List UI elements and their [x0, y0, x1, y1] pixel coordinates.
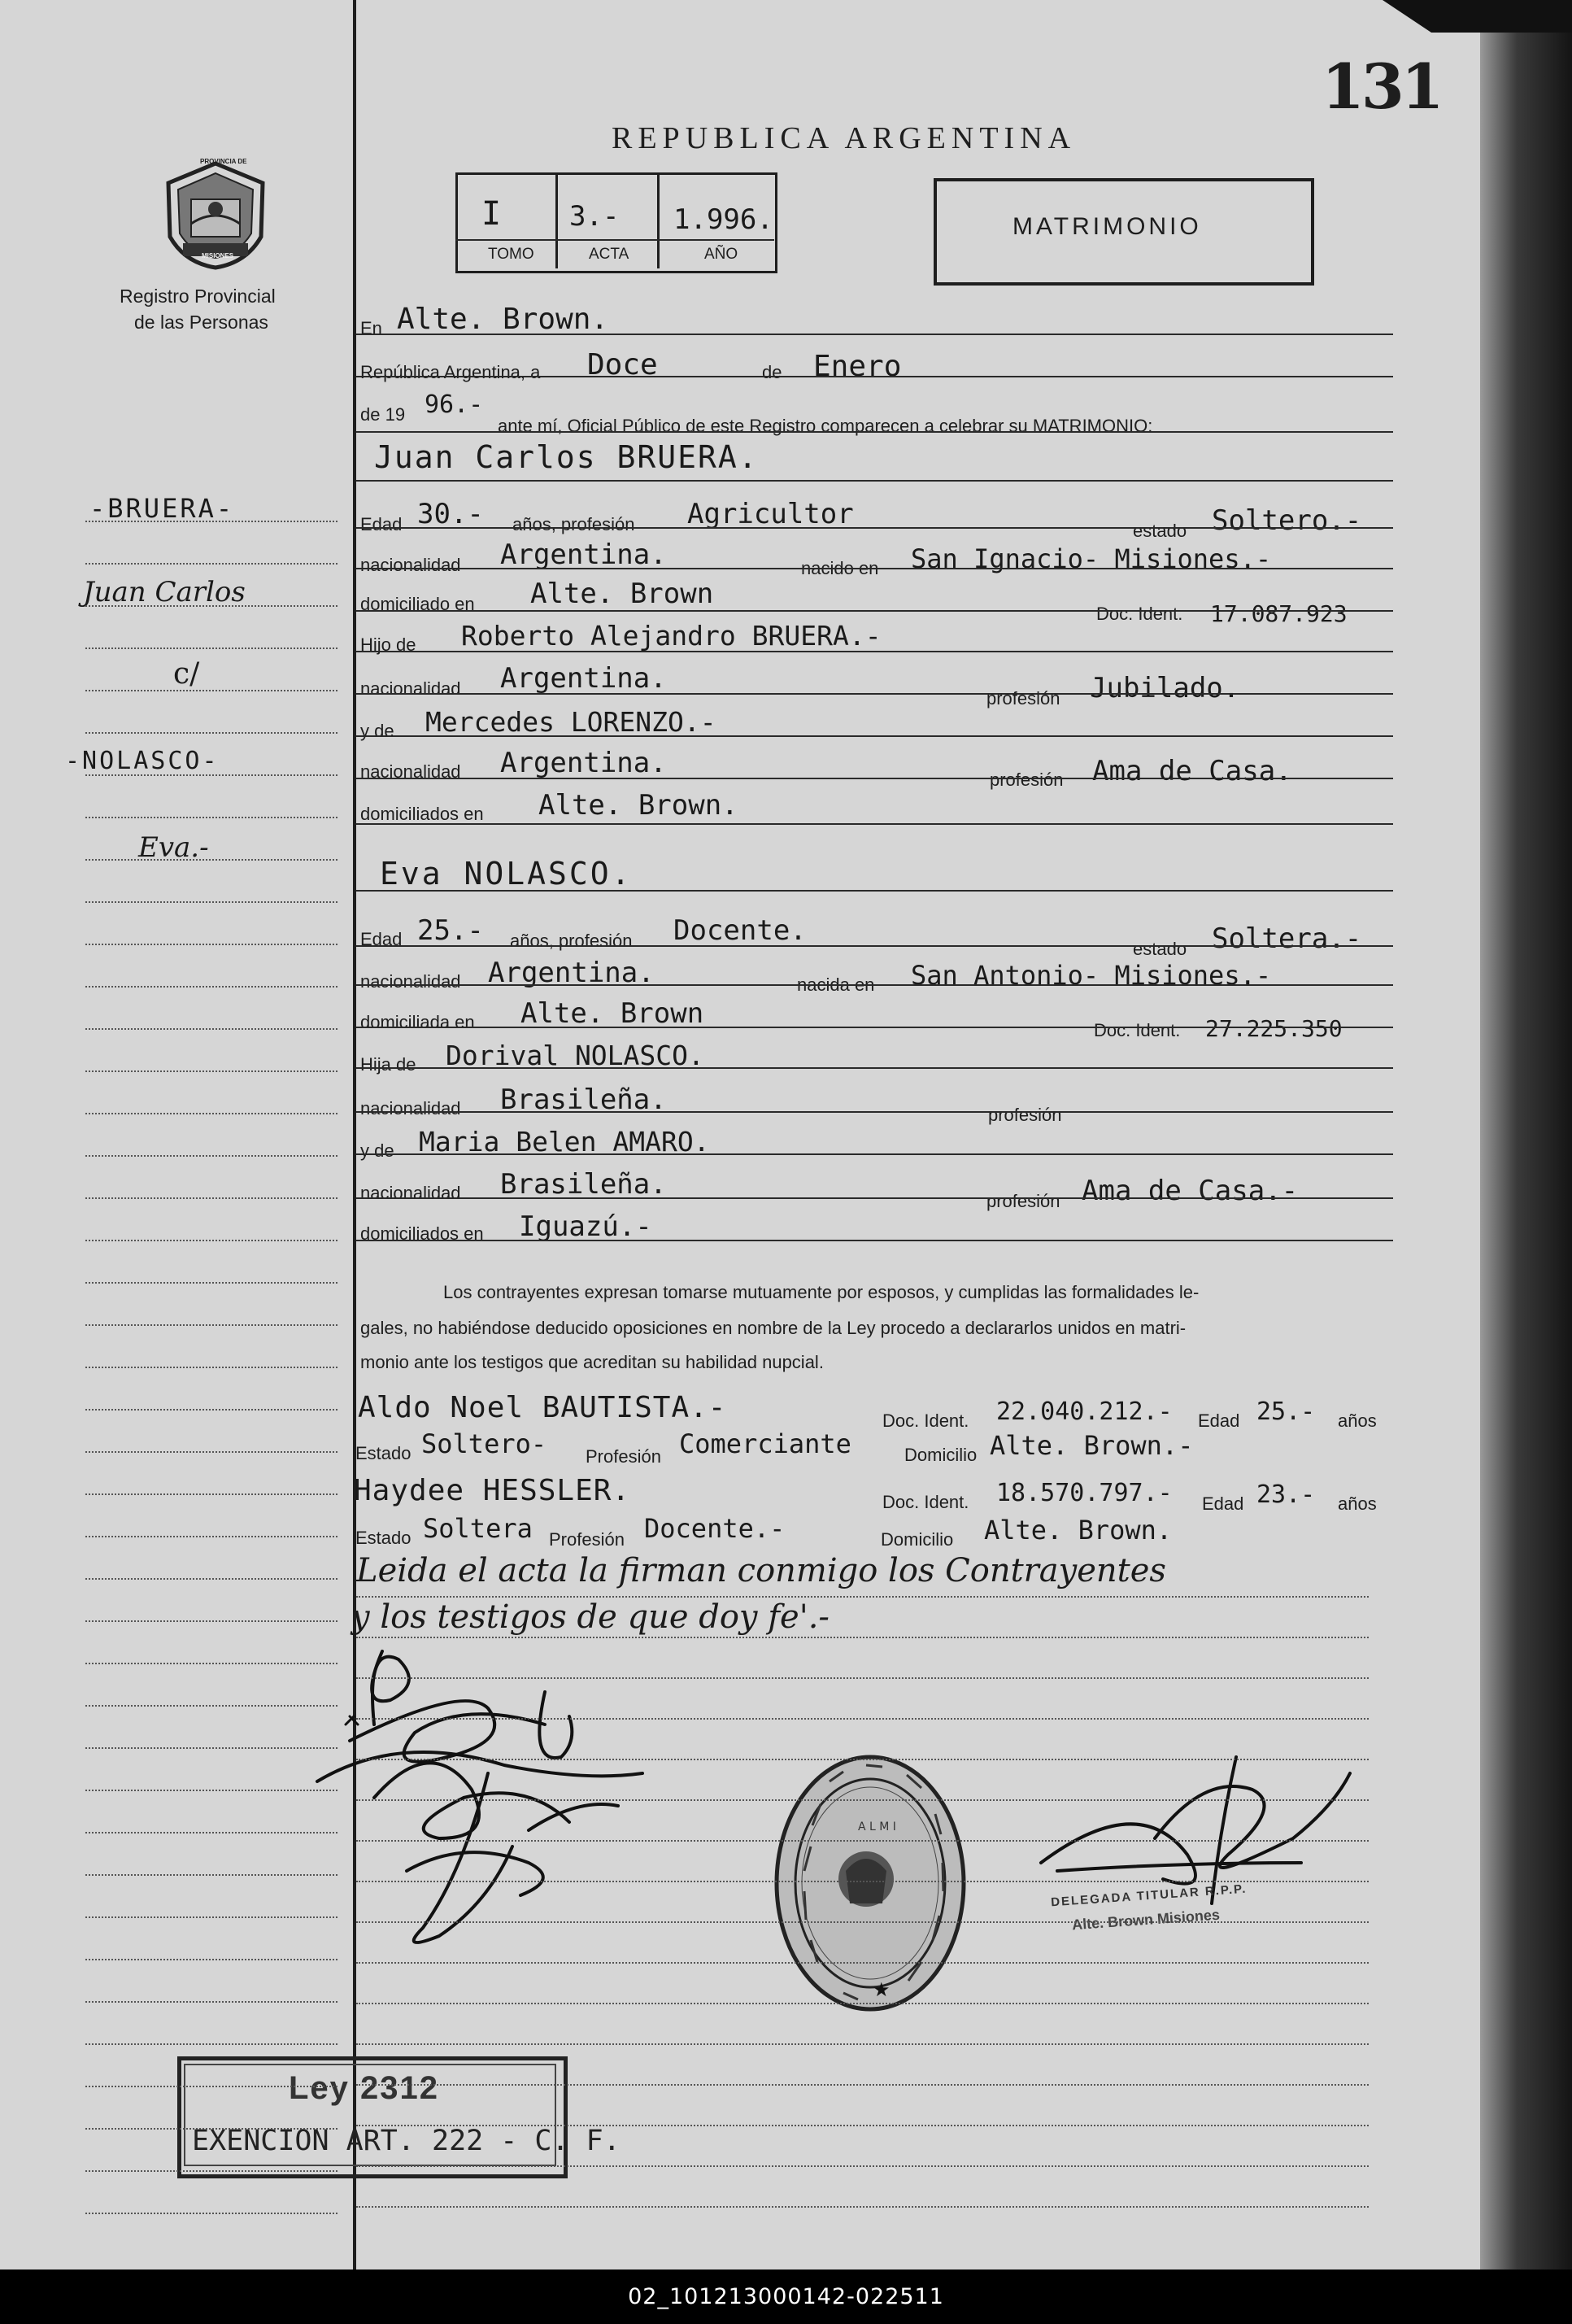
closing-line-2: y los testigos de que doy fe'.- [351, 1598, 830, 1636]
groom-domicile-label: domiciliado en [360, 594, 475, 614]
signature-area-rule [356, 1881, 1369, 1882]
signature-area-rule [356, 2084, 1369, 2086]
ano-value: 1.996. [673, 203, 773, 236]
signature-area-rule [356, 1718, 1369, 1720]
witness2-name: Haydee HESSLER. [354, 1474, 631, 1507]
form-rule-line [356, 693, 1393, 695]
margin-rule [85, 1959, 337, 1960]
declaration-line-3: monio ante los testigos que acreditan su habilidad nupcial. [360, 1352, 824, 1372]
ano-label: AÑO [704, 246, 738, 263]
crest-caption-bottom: MISIONES [202, 252, 234, 259]
groom-status-label: estado [1133, 521, 1187, 541]
official-stamp-line-2: Alte. Brown Misiones [1071, 1906, 1221, 1934]
bride-mother-nationality-label: nacionalidad [360, 1183, 461, 1203]
acta-value: 3.- [569, 200, 620, 233]
bride-mother-nationality: Brasileña. [500, 1168, 667, 1201]
margin-rule [85, 732, 337, 734]
month-value: Enero [813, 350, 902, 383]
groom-mother-profession: Ama de Casa. [1092, 755, 1292, 787]
groom-name: Juan Carlos BRUERA. [374, 439, 759, 475]
groom-father-nationality: Argentina. [500, 662, 667, 695]
declaration-line-2: gales, no habiéndose deducido oposiciones en nombre de la Ley procedo a declararlos unidos en matri- [360, 1318, 1187, 1338]
signature-area-rule [356, 1596, 1369, 1598]
groom-mother: Mercedes LORENZO.- [425, 706, 716, 738]
margin-rule [85, 1536, 337, 1537]
groom-domicile: Alte. Brown [530, 578, 714, 610]
signature-area-rule [356, 1962, 1369, 1964]
margin-rule [85, 1070, 337, 1072]
groom-father-label: Hijo de [360, 634, 416, 655]
bride-parents-domicile-label: domiciliados en [360, 1223, 484, 1244]
groom-mother-nationality-label: nacionalidad [360, 761, 461, 782]
margin-rule [85, 774, 337, 776]
margin-rule [85, 1832, 337, 1833]
official-stamp-line-1: DELEGADA TITULAR R.P.P. [1050, 1881, 1248, 1910]
witness1-profession: Comerciante [679, 1428, 851, 1459]
margin-rule [85, 1324, 337, 1326]
form-rule-line [356, 1111, 1393, 1113]
bride-profession: Docente. [673, 914, 807, 947]
margin-rule [85, 1367, 337, 1368]
en-label: En [360, 318, 382, 338]
registry-line-1: Registro Provincial [120, 286, 276, 307]
witness2-domicile-label: Domicilio [881, 1529, 954, 1550]
registry-line-2: de las Personas [134, 312, 268, 333]
groom-profession: Agricultor [687, 498, 854, 530]
margin-rule [85, 944, 337, 945]
margin-rule [85, 690, 337, 691]
margin-rule [85, 986, 337, 988]
margin-rule [85, 1747, 337, 1749]
witness1-status-label: Estado [355, 1443, 412, 1463]
margin-rule [85, 1155, 337, 1157]
witness1-domicile: Alte. Brown.- [990, 1430, 1194, 1461]
groom-status: Soltero.- [1212, 504, 1362, 537]
form-rule-line [356, 984, 1393, 986]
form-rule-line [356, 890, 1393, 892]
margin-rule [85, 1705, 337, 1707]
margin-rule [85, 1663, 337, 1664]
republic-label: República Argentina, a [360, 362, 541, 382]
margin-rule [85, 605, 337, 607]
crest-caption-top: PROVINCIA DE [200, 158, 247, 165]
form-rule-line [356, 823, 1393, 825]
margin-rule [85, 1282, 337, 1284]
tomo-value: I [481, 195, 502, 233]
form-rule-line [356, 480, 1393, 482]
witness2-profession: Docente.- [644, 1513, 786, 1544]
tomo-label: TOMO [488, 246, 534, 263]
bride-mother: Maria Belen AMARO. [419, 1126, 710, 1158]
bride-father-label: Hija de [360, 1054, 416, 1075]
margin-rule [85, 817, 337, 818]
witness2-profession-label: Profesión [549, 1529, 625, 1550]
margin-rule [85, 1790, 337, 1791]
form-rule-line [356, 1027, 1393, 1028]
signature-area-rule [356, 1759, 1369, 1760]
form-rule-line [356, 735, 1393, 737]
signature-area-rule [356, 1637, 1369, 1638]
bride-mother-label: y de [360, 1140, 394, 1161]
margin-rule [85, 1451, 337, 1453]
form-rule-line [356, 651, 1393, 652]
margin-rule [85, 2086, 337, 2087]
bride-age-profession-label: años, profesión [510, 931, 633, 951]
exemption-article: EXENCION ART. 222 - C. F. [192, 2125, 621, 2157]
witness2-status: Soltera [423, 1513, 533, 1544]
witness1-domicile-label: Domicilio [904, 1445, 978, 1465]
intro-statement: ante mí, Oficial Público de este Registro comparecen a celebrar su MATRIMONIO: [498, 416, 1153, 436]
place-value: Alte. Brown. [397, 303, 609, 336]
page-edge [1480, 0, 1572, 2269]
signature-area-rule [356, 2125, 1369, 2126]
witness2-status-label: Estado [355, 1528, 412, 1548]
form-rule-line [356, 568, 1393, 569]
witness1-age: 25.- [1256, 1397, 1316, 1426]
groom-father: Roberto Alejandro BRUERA.- [461, 620, 882, 652]
signature-area-rule [356, 2165, 1369, 2167]
margin-rule [85, 2043, 337, 2045]
form-rule-line [356, 527, 1393, 529]
bride-born-label: nacida en [797, 975, 875, 995]
svg-text:A L M I: A L M I [858, 1820, 896, 1833]
bride-name: Eva NOLASCO. [380, 856, 633, 892]
witness2-age: 23.- [1256, 1480, 1316, 1509]
witness1-doc-label: Doc. Ident. [882, 1411, 969, 1431]
form-rule-line [356, 376, 1393, 377]
witness1-age-label: Edad [1198, 1411, 1240, 1431]
margin-surname-groom: -BRUERA- [89, 493, 235, 524]
margin-rule [85, 2213, 337, 2214]
groom-doc-label: Doc. Ident. [1096, 604, 1183, 624]
exemption-law: Ley 2312 [289, 2070, 440, 2106]
margin-name-groom: Juan Carlos [83, 576, 246, 608]
svg-text:★: ★ [873, 1978, 891, 2001]
signature-area-rule [356, 2206, 1369, 2208]
bride-birthplace: San Antonio- Misiones.- [911, 960, 1272, 991]
registry-seal [769, 1749, 972, 2017]
bride-age-label: Edad [360, 929, 403, 949]
witness1-profession-label: Profesión [586, 1446, 661, 1467]
witness1-anos-label: años [1338, 1411, 1377, 1431]
bride-mother-profession: Ama de Casa.- [1082, 1175, 1299, 1207]
groom-nationality-label: nacionalidad [360, 555, 461, 575]
de-label: de [762, 362, 782, 382]
margin-rule [85, 1916, 337, 1918]
page-number: 131 [1322, 50, 1441, 123]
margin-rule [85, 1028, 337, 1030]
form-rule-line [356, 778, 1393, 779]
witness2-doc: 18.570.797.- [996, 1479, 1173, 1507]
margin-rule [85, 521, 337, 522]
bride-mother-profession-label: profesión [986, 1191, 1060, 1211]
form-rule-line [356, 945, 1393, 947]
form-rule-line [356, 1197, 1393, 1199]
signature-area-rule [356, 1921, 1369, 1923]
bride-nationality: Argentina. [488, 957, 655, 989]
groom-doc: 17.087.923 [1210, 600, 1348, 627]
margin-rule [85, 2001, 337, 2003]
margin-rule [85, 563, 337, 565]
margin-name-bride: Eva.- [138, 831, 209, 864]
country-heading: REPUBLICA ARGENTINA [612, 121, 1077, 155]
groom-mother-profession-label: profesión [990, 770, 1064, 790]
margin-rule [85, 901, 337, 903]
margin-rule [85, 2128, 337, 2130]
margin-rule [85, 1578, 337, 1580]
form-rule-line [356, 1153, 1393, 1155]
witness2-anos-label: años [1338, 1493, 1377, 1514]
groom-mother-nationality: Argentina. [500, 747, 667, 779]
bride-doc: 27.225.350 [1205, 1015, 1343, 1042]
bride-father: Dorival NOLASCO. [446, 1040, 704, 1071]
margin-rule [85, 1240, 337, 1241]
margin-rule [85, 1409, 337, 1411]
bride-father-nationality-label: nacionalidad [360, 1098, 461, 1118]
groom-father-profession-label: profesión [986, 688, 1060, 709]
signature-area-rule [356, 2003, 1369, 2004]
bride-nationality-label: nacionalidad [360, 971, 461, 992]
declaration-line-1: Los contrayentes expresan tomarse mutuamente por esposos, y cumplidas las formalidades le- [443, 1282, 1200, 1302]
signatures-left [301, 1635, 740, 1960]
groom-father-nationality-label: nacionalidad [360, 678, 461, 699]
groom-born-label: nacido en [801, 558, 879, 578]
bride-doc-label: Doc. Ident. [1094, 1020, 1181, 1040]
groom-parents-domicile: Alte. Brown. [538, 789, 738, 822]
day-value: Doce [587, 348, 658, 382]
margin-connector: c/ [173, 657, 200, 691]
margin-rule [85, 1493, 337, 1495]
margin-rule [85, 1620, 337, 1622]
bride-status-label: estado [1133, 939, 1187, 959]
signature-area-rule [356, 2043, 1369, 2045]
groom-mother-label: y de [360, 721, 394, 741]
year-suffix: 96.- [425, 390, 484, 419]
margin-surname-bride: -NOLASCO- [65, 747, 220, 775]
groom-age-profession-label: años, profesión [512, 514, 635, 534]
witness2-domicile: Alte. Brown. [984, 1515, 1173, 1546]
bride-domicile-label: domiciliada en [360, 1012, 475, 1032]
record-type-title: MATRIMONIO [1012, 213, 1202, 240]
margin-rule [85, 647, 337, 649]
signature-area-rule [356, 1799, 1369, 1801]
groom-parents-domicile-label: domiciliados en [360, 804, 484, 824]
year-prefix: de 19 [360, 404, 406, 425]
signature-area-rule [356, 1677, 1369, 1679]
form-rule-line [356, 334, 1393, 335]
scan-id-caption: 02_101213000142-022511 [0, 2269, 1572, 2324]
margin-rule [85, 859, 337, 861]
groom-birthplace: San Ignacio- Misiones.- [911, 543, 1272, 574]
form-rule-line [356, 610, 1393, 612]
groom-age: 30.- [417, 498, 484, 530]
margin-rule [85, 1197, 337, 1199]
form-rule-line [356, 431, 1393, 433]
form-rule-line [356, 1240, 1393, 1241]
margin-rule [85, 1874, 337, 1876]
bride-age: 25.- [417, 914, 484, 947]
witness2-age-label: Edad [1202, 1493, 1244, 1514]
form-rule-line [356, 1067, 1393, 1069]
bride-father-profession-label: profesión [988, 1105, 1062, 1125]
groom-age-label: Edad [360, 514, 403, 534]
witness1-status: Soltero- [421, 1428, 547, 1459]
margin-rule [85, 2170, 337, 2172]
acta-label: ACTA [589, 246, 629, 263]
signature-area-rule [356, 1840, 1369, 1842]
margin-rule [85, 1113, 337, 1114]
bride-domicile: Alte. Brown [520, 997, 704, 1030]
bride-status: Soltera.- [1212, 922, 1362, 955]
witness1-doc: 22.040.212.- [996, 1397, 1173, 1426]
bride-parents-domicile: Iguazú.- [519, 1210, 652, 1243]
witness1-name: Aldo Noel BAUTISTA.- [358, 1391, 727, 1424]
witness2-doc-label: Doc. Ident. [882, 1492, 969, 1512]
closing-line-1: Leida el acta la firman conmigo los Contrayentes [356, 1552, 1166, 1589]
groom-nationality: Argentina. [500, 538, 667, 571]
bride-father-nationality: Brasileña. [500, 1084, 667, 1116]
groom-father-profession: Jubilado. [1090, 672, 1240, 704]
